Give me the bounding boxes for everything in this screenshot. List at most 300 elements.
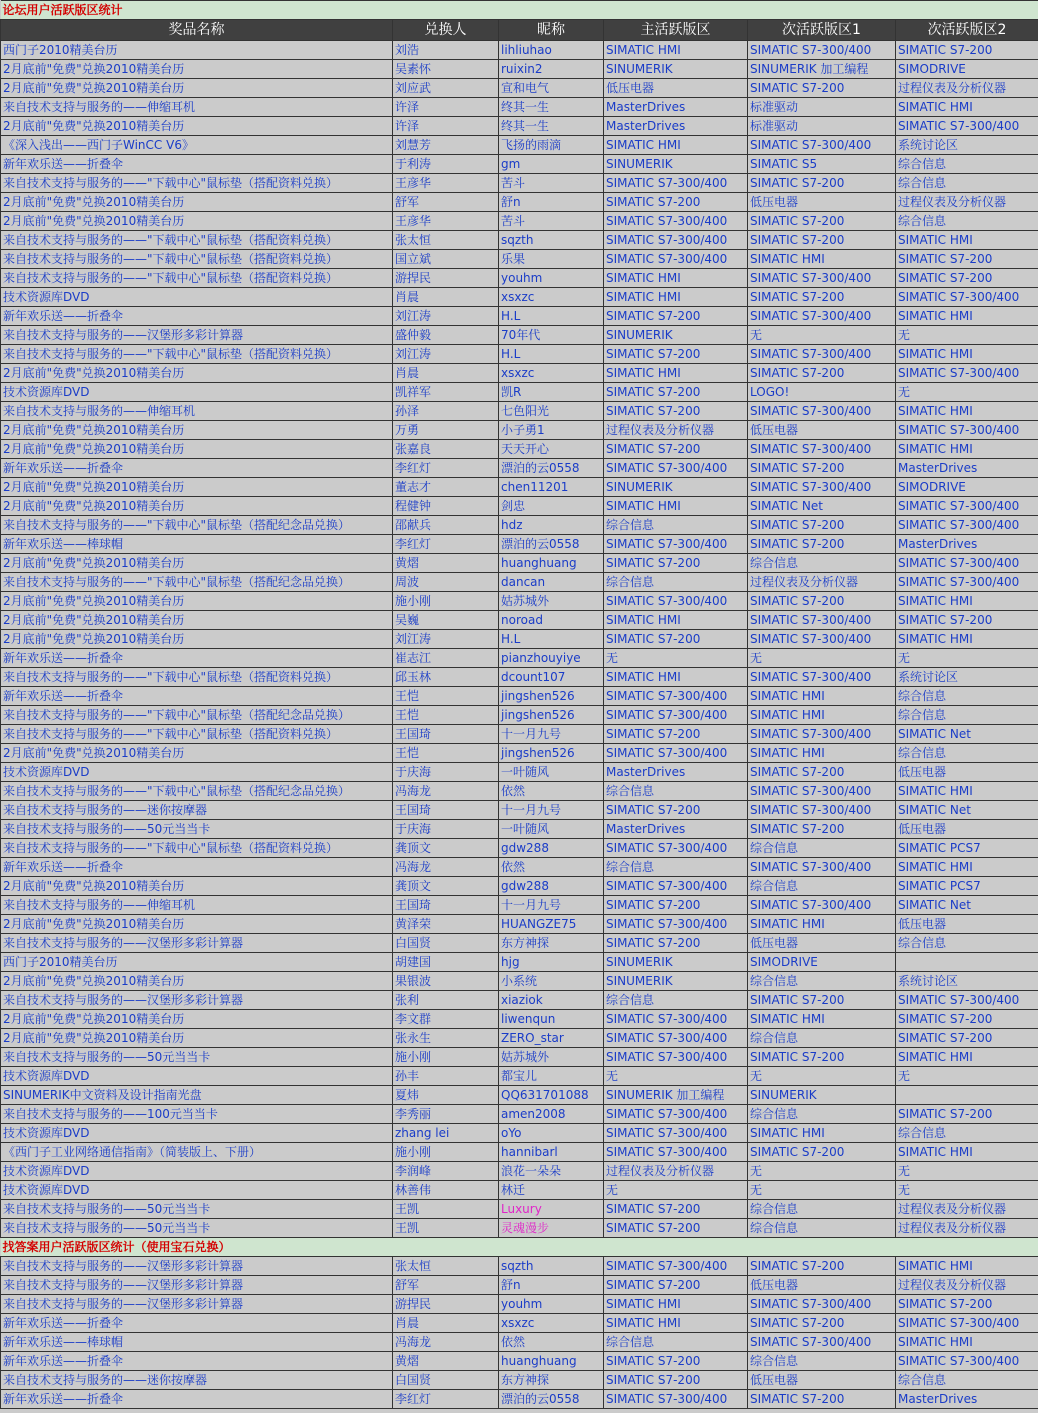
secondary-forum-1-cell: 低压电器 (748, 1371, 896, 1390)
table-row (1, 915, 1038, 934)
secondary-forum-1-cell: 综合信息 (748, 1029, 896, 1048)
redeemer-cell: 肖晨 (393, 288, 499, 307)
nickname-cell: huanghuang (499, 554, 604, 573)
prize-cell: 2月底前"免费"兑换2010精美台历 (1, 364, 393, 383)
table-row (1, 1295, 1038, 1314)
nickname-cell: 天天开心 (499, 440, 604, 459)
table-row (1, 953, 1038, 972)
prize-cell: 2月底前"免费"兑换2010精美台历 (1, 972, 393, 991)
secondary-forum-2-cell: SIMATIC HMI (896, 1257, 1038, 1276)
secondary-forum-1-cell: SIMATIC S7-200 (748, 763, 896, 782)
secondary-forum-1-cell: SIMATIC S7-200 (748, 1048, 896, 1067)
main-forum-cell: SIMATIC S7-200 (604, 1200, 748, 1219)
redeemer-cell: 果银波 (393, 972, 499, 991)
table-row (1, 668, 1038, 687)
prize-cell: 技术资源库DVD (1, 288, 393, 307)
secondary-forum-2-cell: SIMATIC HMI (896, 402, 1038, 421)
secondary-forum-1-cell: 综合信息 (748, 554, 896, 573)
secondary-forum-1-cell: 无 (748, 1162, 896, 1181)
prize-cell: 来自技术支持与服务的——"下载中心"鼠标垫（搭配资料兑换） (1, 269, 393, 288)
table-row (1, 1105, 1038, 1124)
secondary-forum-2-cell: 综合信息 (896, 174, 1038, 193)
redeemer-cell: 王恺 (393, 744, 499, 763)
redeemer-cell: 黄熠 (393, 1352, 499, 1371)
secondary-forum-1-cell: SIMATIC S7-300/400 (748, 1333, 896, 1352)
secondary-forum-2-cell: SIMATIC HMI (896, 307, 1038, 326)
prize-cell: 来自技术支持与服务的——汉堡形多彩计算器 (1, 1295, 393, 1314)
nickname-cell: 一叶随风 (499, 820, 604, 839)
redeemer-cell: 黄泽荣 (393, 915, 499, 934)
table-row (1, 725, 1038, 744)
secondary-forum-2-cell: SIMATIC HMI (896, 858, 1038, 877)
nickname-cell: gdw288 (499, 877, 604, 896)
nickname-cell: sqzth (499, 231, 604, 250)
nickname-cell: hdz (499, 516, 604, 535)
table-row (1, 1257, 1038, 1276)
main-forum-cell: SIMATIC S7-300/400 (604, 687, 748, 706)
prize-cell: 新年欢乐送——折叠伞 (1, 1314, 393, 1333)
redeemer-cell: 张永生 (393, 1029, 499, 1048)
secondary-forum-1-cell: SIMATIC S7-300/400 (748, 858, 896, 877)
main-forum-cell: 综合信息 (604, 573, 748, 592)
secondary-forum-1-cell: SIMATIC S7-300/400 (748, 440, 896, 459)
prize-cell: 2月底前"免费"兑换2010精美台历 (1, 592, 393, 611)
secondary-forum-2-cell: SIMATIC HMI (896, 1333, 1038, 1352)
secondary-forum-1-cell: 标准驱动 (748, 98, 896, 117)
redeemer-cell: 刘浩 (393, 41, 499, 60)
nickname-cell: 姑苏城外 (499, 1048, 604, 1067)
redeemer-cell: 吴素怀 (393, 60, 499, 79)
redeemer-cell: 施小刚 (393, 1048, 499, 1067)
main-forum-cell: SINUMERIK (604, 953, 748, 972)
prize-cell: 2月底前"免费"兑换2010精美台历 (1, 611, 393, 630)
prize-cell: 新年欢乐送——棒球帽 (1, 1333, 393, 1352)
nickname-cell: 姑苏城外 (499, 592, 604, 611)
table-row (1, 706, 1038, 725)
secondary-forum-1-cell: SIMATIC S7-300/400 (748, 136, 896, 155)
secondary-forum-2-cell: 系统讨论区 (896, 136, 1038, 155)
secondary-forum-2-cell: SIMATIC PCS7 (896, 839, 1038, 858)
table-row (1, 1390, 1038, 1409)
secondary-forum-1-cell: 综合信息 (748, 839, 896, 858)
secondary-forum-2-cell: 综合信息 (896, 1371, 1038, 1390)
secondary-forum-1-cell: SIMATIC HMI (748, 706, 896, 725)
main-forum-cell: SIMATIC S7-200 (604, 934, 748, 953)
prize-cell: 2月底前"免费"兑换2010精美台历 (1, 630, 393, 649)
nickname-cell: xsxzc (499, 288, 604, 307)
main-forum-cell: SIMATIC S7-200 (604, 801, 748, 820)
table-row (1, 1029, 1038, 1048)
secondary-forum-1-cell: SIMATIC S7-300/400 (748, 1295, 896, 1314)
table-row (1, 79, 1038, 98)
main-forum-cell: SIMATIC S7-300/400 (604, 535, 748, 554)
table-row (1, 1333, 1038, 1352)
prize-cell: 来自技术支持与服务的——"下载中心"鼠标垫（搭配资料兑换） (1, 174, 393, 193)
table-row (1, 231, 1038, 250)
secondary-forum-1-cell: 标准驱动 (748, 117, 896, 136)
main-forum-cell: SIMATIC S7-300/400 (604, 1390, 748, 1409)
section2-title: 找答案用户活跃版区统计（使用宝石兑换） (1, 1238, 1038, 1257)
table-row (1, 1314, 1038, 1333)
redeemer-cell: 吴巍 (393, 611, 499, 630)
redeemer-cell: 夏炜 (393, 1086, 499, 1105)
main-forum-cell: SIMATIC S7-200 (604, 193, 748, 212)
redeemer-cell: 于利涛 (393, 155, 499, 174)
secondary-forum-1-cell: SIMATIC Net (748, 497, 896, 516)
secondary-forum-2-cell (896, 953, 1038, 972)
table-row (1, 402, 1038, 421)
main-forum-cell: SINUMERIK 加工编程 (604, 1086, 748, 1105)
table-row (1, 345, 1038, 364)
secondary-forum-2-cell: 过程仪表及分析仪器 (896, 1219, 1038, 1238)
main-forum-cell: SIMATIC S7-200 (604, 725, 748, 744)
secondary-forum-1-cell: 低压电器 (748, 1276, 896, 1295)
prize-cell: 新年欢乐送——棒球帽 (1, 535, 393, 554)
secondary-forum-2-cell: SIMATIC S7-200 (896, 1029, 1038, 1048)
header-secondary-forum-1: 次活跃版区1 (748, 20, 896, 41)
nickname-cell: H.L (499, 630, 604, 649)
prize-cell: 来自技术支持与服务的——50元当当卡 (1, 1200, 393, 1219)
table-row (1, 858, 1038, 877)
redeemer-cell: 肖晨 (393, 1314, 499, 1333)
table-row (1, 250, 1038, 269)
main-forum-cell: SIMATIC S7-300/400 (604, 706, 748, 725)
table-row (1, 630, 1038, 649)
secondary-forum-1-cell: SIMATIC S7-300/400 (748, 630, 896, 649)
redeemer-cell: 董志才 (393, 478, 499, 497)
secondary-forum-2-cell: 无 (896, 1067, 1038, 1086)
secondary-forum-1-cell: SIMATIC S7-300/400 (748, 402, 896, 421)
secondary-forum-2-cell: SIMATIC S7-300/400 (896, 364, 1038, 383)
redeemer-cell: 舒军 (393, 193, 499, 212)
redeemer-cell: 李红灯 (393, 1390, 499, 1409)
secondary-forum-1-cell: 综合信息 (748, 1200, 896, 1219)
secondary-forum-1-cell: SIMATIC HMI (748, 915, 896, 934)
table-row (1, 117, 1038, 136)
secondary-forum-2-cell: 过程仪表及分析仪器 (896, 1200, 1038, 1219)
table-row (1, 782, 1038, 801)
secondary-forum-2-cell: SIMATIC HMI (896, 98, 1038, 117)
table-row (1, 554, 1038, 573)
secondary-forum-2-cell: SIMATIC HMI (896, 1143, 1038, 1162)
secondary-forum-2-cell: SIMATIC S7-300/400 (896, 497, 1038, 516)
nickname-cell: xiaziok (499, 991, 604, 1010)
redeemer-cell: 冯海龙 (393, 858, 499, 877)
header-main-forum: 主活跃版区 (604, 20, 748, 41)
prize-cell: 技术资源库DVD (1, 1067, 393, 1086)
prize-cell: 2月底前"免费"兑换2010精美台历 (1, 212, 393, 231)
prize-cell: 2月底前"免费"兑换2010精美台历 (1, 478, 393, 497)
secondary-forum-2-cell: SIMATIC S7-200 (896, 1105, 1038, 1124)
secondary-forum-2-cell: SIMATIC S7-200 (896, 1010, 1038, 1029)
main-forum-cell: 过程仪表及分析仪器 (604, 1162, 748, 1181)
secondary-forum-2-cell: 无 (896, 649, 1038, 668)
redeemer-cell: 肖晨 (393, 364, 499, 383)
nickname-cell: HUANGZE75 (499, 915, 604, 934)
redeemer-cell: 国立斌 (393, 250, 499, 269)
redeemer-cell: 游捍民 (393, 1295, 499, 1314)
redeemer-cell: 刘江涛 (393, 307, 499, 326)
prize-cell: 2月底前"免费"兑换2010精美台历 (1, 1029, 393, 1048)
table-row (1, 1048, 1038, 1067)
prize-cell: 2月底前"免费"兑换2010精美台历 (1, 421, 393, 440)
nickname-cell: ZERO_star (499, 1029, 604, 1048)
nickname-cell: 苦斗 (499, 212, 604, 231)
secondary-forum-1-cell: SIMATIC S7-200 (748, 364, 896, 383)
redeemer-cell: 冯海龙 (393, 782, 499, 801)
main-forum-cell: 综合信息 (604, 782, 748, 801)
nickname-cell: 小子勇1 (499, 421, 604, 440)
secondary-forum-2-cell: SIMATIC S7-300/400 (896, 573, 1038, 592)
secondary-forum-1-cell: SIMATIC S5 (748, 155, 896, 174)
main-forum-cell: SIMATIC HMI (604, 136, 748, 155)
main-forum-cell: SIMATIC S7-300/400 (604, 877, 748, 896)
main-forum-cell: SIMATIC HMI (604, 1295, 748, 1314)
header-row (1, 20, 1038, 41)
table-row (1, 421, 1038, 440)
prize-cell: 西门子2010精美台历 (1, 41, 393, 60)
redeemer-cell: 邱玉林 (393, 668, 499, 687)
redeemer-cell: 崔志江 (393, 649, 499, 668)
secondary-forum-1-cell: SINUMERIK (748, 1086, 896, 1105)
redeemer-cell: 施小刚 (393, 592, 499, 611)
redeemer-cell: 龚顶文 (393, 839, 499, 858)
redeemer-cell: 王国琦 (393, 896, 499, 915)
redeemer-cell: 刘慧芳 (393, 136, 499, 155)
secondary-forum-2-cell: SIMATIC S7-200 (896, 1295, 1038, 1314)
secondary-forum-2-cell: 综合信息 (896, 155, 1038, 174)
redeemer-cell: 程健钟 (393, 497, 499, 516)
secondary-forum-2-cell: 过程仪表及分析仪器 (896, 79, 1038, 98)
main-forum-cell: MasterDrives (604, 763, 748, 782)
nickname-cell: 漂泊的云0558 (499, 1390, 604, 1409)
table-row (1, 364, 1038, 383)
main-forum-cell: SINUMERIK (604, 155, 748, 174)
redeemer-cell: zhang lei (393, 1124, 499, 1143)
main-forum-cell: SIMATIC HMI (604, 269, 748, 288)
main-forum-cell: SIMATIC S7-200 (604, 896, 748, 915)
secondary-forum-2-cell: SIMATIC Net (896, 896, 1038, 915)
prize-cell: 《深入浅出——西门子WinCC V6》 (1, 136, 393, 155)
secondary-forum-2-cell: 低压电器 (896, 763, 1038, 782)
secondary-forum-2-cell: SIMATIC S7-300/400 (896, 516, 1038, 535)
secondary-forum-2-cell: 综合信息 (896, 687, 1038, 706)
prize-cell: 技术资源库DVD (1, 383, 393, 402)
secondary-forum-1-cell: SIMATIC S7-200 (748, 288, 896, 307)
redeemer-cell: 许泽 (393, 98, 499, 117)
main-forum-cell: SINUMERIK (604, 972, 748, 991)
table-row (1, 611, 1038, 630)
secondary-forum-1-cell: SIMATIC HMI (748, 1124, 896, 1143)
table-row (1, 820, 1038, 839)
nickname-cell: youhm (499, 1295, 604, 1314)
nickname-cell: 漂泊的云0558 (499, 535, 604, 554)
secondary-forum-2-cell: SIMATIC S7-300/400 (896, 1352, 1038, 1371)
table-row (1, 592, 1038, 611)
table-row (1, 269, 1038, 288)
secondary-forum-2-cell: 无 (896, 383, 1038, 402)
prize-cell: 来自技术支持与服务的——迷你按摩器 (1, 801, 393, 820)
secondary-forum-2-cell: SIMODRIVE (896, 478, 1038, 497)
secondary-forum-2-cell: 系统讨论区 (896, 972, 1038, 991)
nickname-cell: ruixin2 (499, 60, 604, 79)
nickname-cell: xsxzc (499, 1314, 604, 1333)
table-row (1, 649, 1038, 668)
main-forum-cell: SIMATIC S7-200 (604, 345, 748, 364)
main-forum-cell: SIMATIC S7-200 (604, 383, 748, 402)
prize-cell: 2月底前"免费"兑换2010精美台历 (1, 440, 393, 459)
table-row (1, 1067, 1038, 1086)
secondary-forum-2-cell: MasterDrives (896, 1390, 1038, 1409)
prize-cell: 新年欢乐送——折叠伞 (1, 649, 393, 668)
header-nickname: 昵称 (499, 20, 604, 41)
secondary-forum-2-cell: SIMATIC HMI (896, 1048, 1038, 1067)
table-row (1, 877, 1038, 896)
nickname-cell: pianzhouyiye (499, 649, 604, 668)
secondary-forum-2-cell: MasterDrives (896, 459, 1038, 478)
table-row (1, 1143, 1038, 1162)
section-title-row (1, 1238, 1038, 1257)
nickname-cell: dancan (499, 573, 604, 592)
redeemer-cell: 孙泽 (393, 402, 499, 421)
table-row (1, 839, 1038, 858)
main-forum-cell: SIMATIC S7-300/400 (604, 915, 748, 934)
secondary-forum-2-cell: SIMODRIVE (896, 60, 1038, 79)
main-forum-cell: SIMATIC S7-300/400 (604, 1143, 748, 1162)
secondary-forum-1-cell: SIMATIC S7-300/400 (748, 345, 896, 364)
nickname-cell: 十一月九号 (499, 896, 604, 915)
main-forum-cell: SIMATIC S7-300/400 (604, 212, 748, 231)
nickname-cell: hjg (499, 953, 604, 972)
secondary-forum-2-cell: SIMATIC HMI (896, 440, 1038, 459)
redeemer-cell: 施小刚 (393, 1143, 499, 1162)
nickname-cell: gdw288 (499, 839, 604, 858)
prize-cell: 新年欢乐送——折叠伞 (1, 687, 393, 706)
nickname-cell: 林迁 (499, 1181, 604, 1200)
main-forum-cell: 无 (604, 1181, 748, 1200)
secondary-forum-1-cell: 综合信息 (748, 972, 896, 991)
main-forum-cell: SIMATIC S7-300/400 (604, 1029, 748, 1048)
secondary-forum-2-cell: 过程仪表及分析仪器 (896, 193, 1038, 212)
main-forum-cell: SIMATIC HMI (604, 611, 748, 630)
secondary-forum-1-cell: 无 (748, 326, 896, 345)
main-forum-cell: SIMATIC S7-300/400 (604, 1010, 748, 1029)
nickname-cell: chen11201 (499, 478, 604, 497)
secondary-forum-2-cell: SIMATIC Net (896, 801, 1038, 820)
prize-cell: 来自技术支持与服务的——汉堡形多彩计算器 (1, 326, 393, 345)
main-forum-cell: SIMATIC S7-300/400 (604, 231, 748, 250)
nickname-cell: 舒n (499, 1276, 604, 1295)
redeemer-cell: 冯海龙 (393, 1333, 499, 1352)
secondary-forum-2-cell: 过程仪表及分析仪器 (896, 1276, 1038, 1295)
secondary-forum-1-cell: SIMATIC S7-300/400 (748, 801, 896, 820)
nickname-cell: liwenqun (499, 1010, 604, 1029)
prize-cell: 新年欢乐送——折叠伞 (1, 1352, 393, 1371)
prize-cell: 来自技术支持与服务的——"下载中心"鼠标垫（搭配资料兑换） (1, 231, 393, 250)
nickname-cell: 舒n (499, 193, 604, 212)
prize-cell: 来自技术支持与服务的——"下载中心"鼠标垫（搭配资料兑换） (1, 839, 393, 858)
secondary-forum-1-cell: SIMATIC S7-300/400 (748, 896, 896, 915)
prize-cell: 来自技术支持与服务的——"下载中心"鼠标垫（搭配资料兑换） (1, 725, 393, 744)
secondary-forum-2-cell: 无 (896, 1181, 1038, 1200)
nickname-cell: oYo (499, 1124, 604, 1143)
table-row (1, 763, 1038, 782)
main-forum-cell: 综合信息 (604, 858, 748, 877)
prize-cell: 新年欢乐送——折叠伞 (1, 858, 393, 877)
nickname-cell: 浪花一朵朵 (499, 1162, 604, 1181)
nickname-cell: youhm (499, 269, 604, 288)
prize-cell: 《西门子工业网络通信指南》（简装版上、下册） (1, 1143, 393, 1162)
prize-cell: 2月底前"免费"兑换2010精美台历 (1, 79, 393, 98)
nickname-cell: huanghuang (499, 1352, 604, 1371)
prize-cell: 2月底前"免费"兑换2010精美台历 (1, 193, 393, 212)
table-row (1, 535, 1038, 554)
secondary-forum-1-cell: SIMATIC S7-300/400 (748, 782, 896, 801)
prize-cell: 来自技术支持与服务的——50元当当卡 (1, 820, 393, 839)
nickname-cell: 凯R (499, 383, 604, 402)
secondary-forum-2-cell: SIMATIC S7-200 (896, 611, 1038, 630)
secondary-forum-2-cell (896, 1086, 1038, 1105)
main-forum-cell: SIMATIC S7-200 (604, 1219, 748, 1238)
main-forum-cell: 过程仪表及分析仪器 (604, 421, 748, 440)
redeemer-cell: 凯祥军 (393, 383, 499, 402)
prize-cell: 来自技术支持与服务的——伸缩耳机 (1, 896, 393, 915)
secondary-forum-2-cell: SIMATIC HMI (896, 782, 1038, 801)
main-forum-cell: 综合信息 (604, 516, 748, 535)
secondary-forum-2-cell: SIMATIC HMI (896, 231, 1038, 250)
prize-cell: 来自技术支持与服务的——汉堡形多彩计算器 (1, 991, 393, 1010)
redeemer-cell: 李红灯 (393, 535, 499, 554)
secondary-forum-1-cell: SIMATIC S7-200 (748, 1257, 896, 1276)
table-row (1, 516, 1038, 535)
secondary-forum-1-cell: SIMATIC HMI (748, 687, 896, 706)
redeemer-cell: 胡建国 (393, 953, 499, 972)
secondary-forum-2-cell: SIMATIC S7-300/400 (896, 1314, 1038, 1333)
prize-cell: 新年欢乐送——折叠伞 (1, 155, 393, 174)
nickname-cell: 漂泊的云0558 (499, 459, 604, 478)
table-row (1, 155, 1038, 174)
nickname-cell: noroad (499, 611, 604, 630)
prize-cell: 技术资源库DVD (1, 1162, 393, 1181)
prize-cell: 新年欢乐送——折叠伞 (1, 307, 393, 326)
main-forum-cell: SIMATIC S7-300/400 (604, 1048, 748, 1067)
prize-cell: SINUMERIK中文资料及设计指南光盘 (1, 1086, 393, 1105)
prize-cell: 来自技术支持与服务的——"下载中心"鼠标垫（搭配资料兑换） (1, 668, 393, 687)
secondary-forum-1-cell: 综合信息 (748, 877, 896, 896)
secondary-forum-1-cell: SIMATIC S7-200 (748, 231, 896, 250)
redeemer-cell: 张太恒 (393, 1257, 499, 1276)
table-row (1, 1124, 1038, 1143)
prize-cell: 来自技术支持与服务的——50元当当卡 (1, 1048, 393, 1067)
header-prize: 奖品名称 (1, 20, 393, 41)
prize-cell: 新年欢乐送——折叠伞 (1, 1390, 393, 1409)
secondary-forum-2-cell: 综合信息 (896, 744, 1038, 763)
main-forum-cell: SINUMERIK (604, 60, 748, 79)
secondary-forum-1-cell: 综合信息 (748, 1352, 896, 1371)
table-row (1, 1276, 1038, 1295)
prize-cell: 新年欢乐送——折叠伞 (1, 459, 393, 478)
nickname-cell: gm (499, 155, 604, 174)
secondary-forum-2-cell: SIMATIC S7-300/400 (896, 288, 1038, 307)
header-redeemer: 兑换人 (393, 20, 499, 41)
nickname-cell: jingshen526 (499, 687, 604, 706)
nickname-cell: dcount107 (499, 668, 604, 687)
secondary-forum-1-cell: SIMATIC S7-200 (748, 535, 896, 554)
secondary-forum-2-cell: SIMATIC Net (896, 725, 1038, 744)
table-row (1, 1352, 1038, 1371)
table-row (1, 288, 1038, 307)
secondary-forum-1-cell: SIMATIC S7-200 (748, 1314, 896, 1333)
